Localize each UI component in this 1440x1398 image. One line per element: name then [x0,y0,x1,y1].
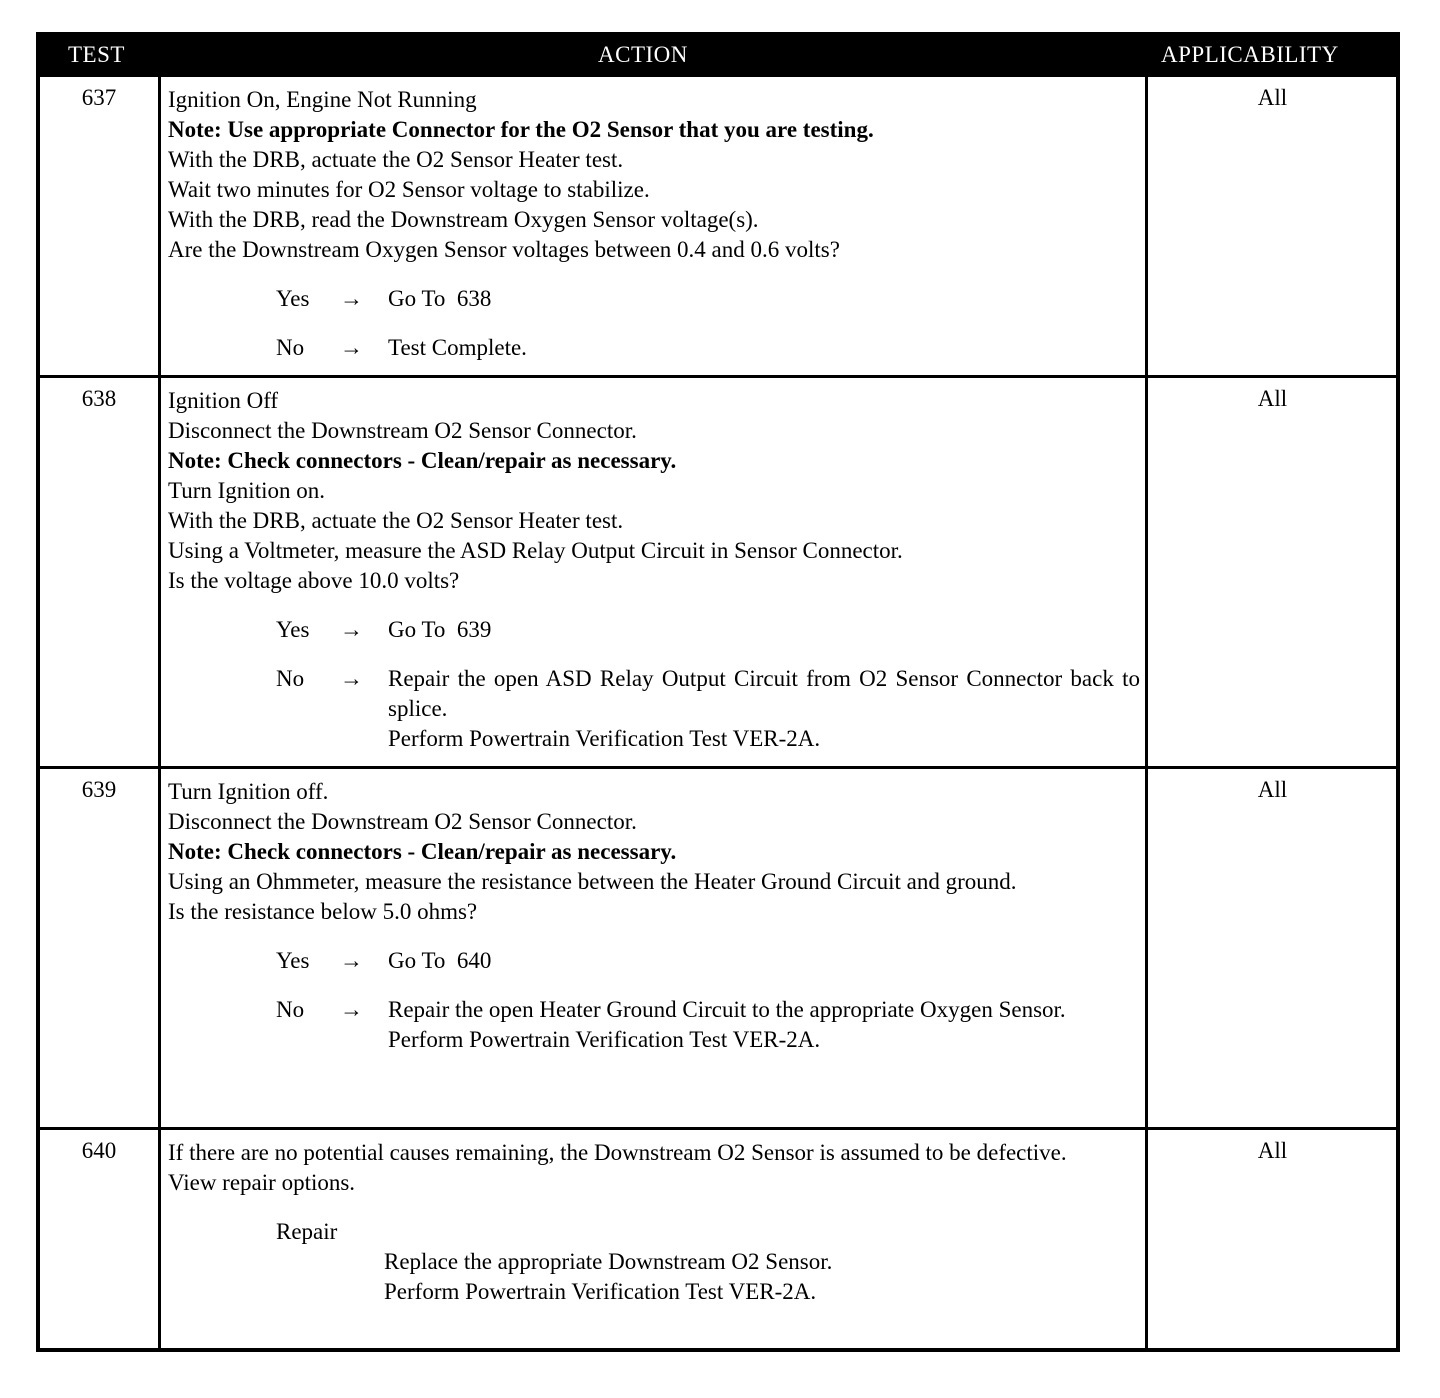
action-line: Using a Voltmeter, measure the ASD Relay Output Circuit in Sensor Connector. [168,538,903,563]
arrow-icon: → [340,617,363,642]
applicability-value: All [1257,777,1288,802]
no-result-line: Repair the open ASD Relay Output Circuit from O2 Sensor Connector back to splice. [388,666,1140,721]
repair-line: Perform Powertrain Verification Test VER-2A. [384,1279,817,1304]
action-cell [168,1138,1140,1307]
action-line: With the DRB, actuate the O2 Sensor Heater test. [168,508,624,533]
no-branch [168,664,1140,754]
yes-label: Yes [276,948,310,973]
yes-label: Yes [276,617,310,642]
table-row [40,375,1396,768]
action-note: Note: Check connectors - Clean/repair as necessary. [168,839,677,864]
repair-line: Replace the appropriate Downstream O2 Sensor. [384,1249,833,1274]
yes-branch [168,615,1140,645]
table-row [40,74,1396,377]
action-line: Ignition On, Engine Not Running [168,87,477,112]
action-question: Is the voltage above 10.0 volts? [168,568,460,593]
yes-label: Yes [276,286,310,311]
table-header [40,36,1396,74]
test-number: 640 [81,1138,117,1163]
action-question: Is the resistance below 5.0 ohms? [168,899,478,924]
column-divider [1145,74,1148,1348]
applicability-value: All [1257,386,1288,411]
repair-label: Repair [276,1219,338,1244]
no-label: No [276,666,305,691]
no-branch [168,333,1140,363]
action-question: Are the Downstream Oxygen Sensor voltages between 0.4 and 0.6 volts? [168,237,840,262]
yes-result: Go To 640 [388,948,492,973]
test-number: 637 [81,85,117,110]
yes-branch [168,946,1140,976]
table-row [40,1127,1396,1348]
action-line: Using an Ohmmeter, measure the resistance between the Heater Ground Circuit and ground. [168,869,1017,894]
table-row [40,766,1396,1129]
action-note: Note: Use appropriate Connector for the O2 Sensor that you are testing. [168,117,874,142]
action-line: Ignition Off [168,388,279,413]
applicability-value: All [1257,1138,1288,1163]
action-cell [168,386,1140,754]
arrow-icon: → [340,666,363,691]
no-result [388,664,1140,754]
no-result-line: Repair the open Heater Ground Circuit to the appropriate Oxygen Sensor. [388,997,1066,1022]
header-action: ACTION [598,42,688,67]
action-line: Disconnect the Downstream O2 Sensor Connector. [168,418,637,443]
test-number: 639 [81,777,117,802]
action-line: View repair options. [168,1170,356,1195]
action-line: With the DRB, read the Downstream Oxygen Sensor voltage(s). [168,207,759,232]
applicability-value: All [1257,85,1288,110]
no-label: No [276,335,305,360]
yes-result: Go To 638 [388,286,492,311]
action-line: Disconnect the Downstream O2 Sensor Connector. [168,809,637,834]
test-number: 638 [81,386,117,411]
action-line: Turn Ignition on. [168,478,325,503]
arrow-icon: → [340,997,363,1022]
column-divider [158,74,161,1348]
arrow-icon: → [340,948,363,973]
yes-branch [168,284,1140,314]
action-cell [168,777,1140,1085]
no-result-line: Perform Powertrain Verification Test VER-2A. [388,1027,821,1052]
action-line: Turn Ignition off. [168,779,329,804]
action-line: If there are no potential causes remaining, the Downstream O2 Sensor is assumed to be defective. [168,1140,1067,1165]
action-line: With the DRB, actuate the O2 Sensor Heater test. [168,147,624,172]
header-applicability: APPLICABILITY [1161,42,1339,67]
test-procedure-table [36,32,1400,1352]
yes-result: Go To 639 [388,617,492,642]
arrow-icon: → [340,286,363,311]
header-test: TEST [68,42,125,67]
no-result: Test Complete. [388,335,527,360]
no-result [388,995,1140,1055]
action-cell [168,85,1140,363]
no-result-line: Perform Powertrain Verification Test VER-2A. [388,726,821,751]
action-line: Wait two minutes for O2 Sensor voltage to stabilize. [168,177,650,202]
no-branch [168,995,1140,1085]
action-note: Note: Check connectors - Clean/repair as necessary. [168,448,677,473]
no-label: No [276,997,305,1022]
arrow-icon: → [340,335,363,360]
